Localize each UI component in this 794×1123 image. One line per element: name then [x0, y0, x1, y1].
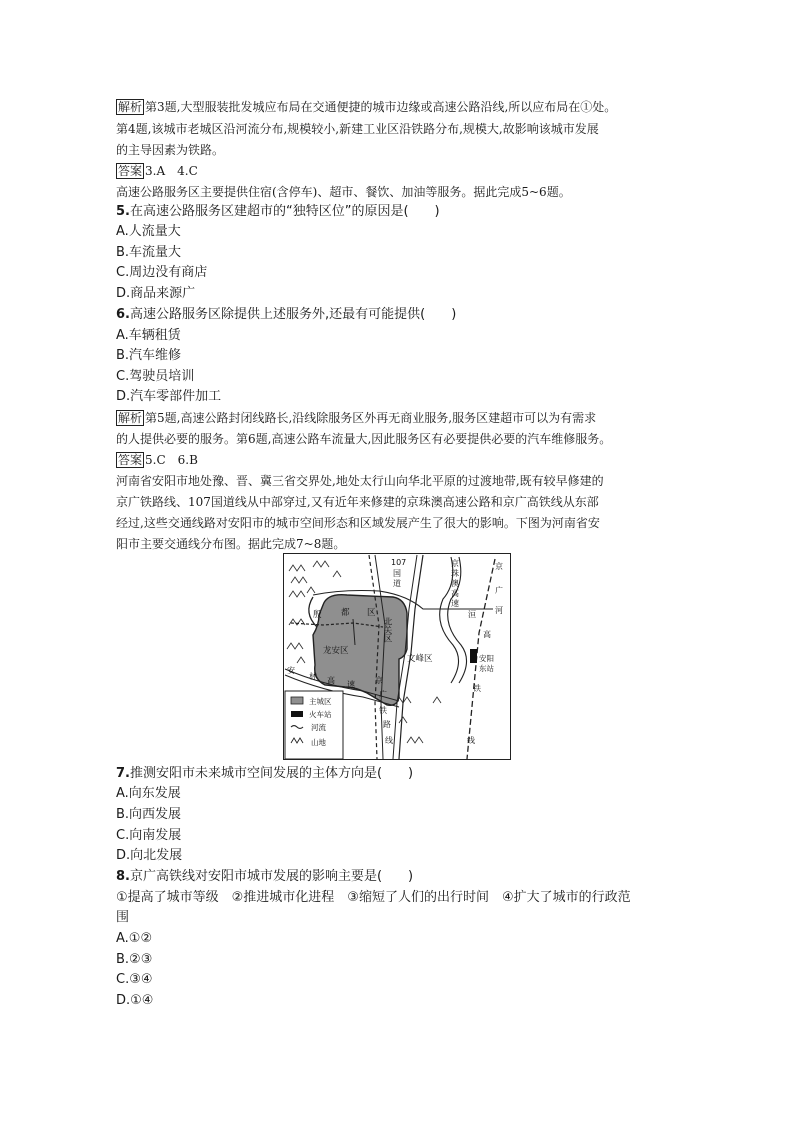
station-legend-swatch	[291, 711, 303, 717]
option-b[interactable]: B.②③	[116, 952, 153, 967]
map-label: 林	[309, 672, 317, 681]
option-b[interactable]: B.向西发展	[116, 807, 182, 822]
analysis-line	[116, 99, 616, 115]
analysis-line: 第4题,该城市老城区沿河流分布,规模较小,新建工业区沿铁路分布,规模大,故影响该城市发展	[116, 122, 599, 136]
map-label: 龙安区	[323, 646, 349, 656]
map-legend	[285, 691, 343, 759]
analysis-line: 的人提供必要的服务。第6题,高速公路车流量大,因此服务区有必要提供必要的汽车维修服务。	[116, 432, 612, 446]
map-label: 高	[327, 676, 335, 685]
question-stem: 高速公路服务区除提供上述服务外,还最有可能提供( )	[129, 307, 457, 322]
option-a[interactable]: A.①②	[116, 931, 153, 946]
map-label: 高	[483, 630, 491, 639]
map-label: 珠	[451, 569, 459, 578]
map-label: 文峰区	[407, 654, 433, 664]
question-6	[116, 307, 456, 323]
map-label: 铁	[379, 706, 387, 715]
map-label: 澳	[451, 579, 459, 588]
station-label: 安阳	[479, 654, 494, 663]
legend-label: 河流	[311, 723, 326, 732]
map-label: 路	[383, 720, 391, 729]
intro-text: 河南省安阳市地处豫、晋、冀三省交界处,地处太行山向华北平原的过渡地带,既有较早修建的	[116, 474, 604, 488]
intro-text: 阳市主要交通线分布图。据此完成7~8题。	[116, 537, 346, 551]
map-label: 区	[367, 608, 376, 618]
analysis-tag: 解析	[118, 411, 143, 425]
map-label: 高	[451, 589, 459, 598]
option-d[interactable]: D.向北发展	[116, 848, 183, 863]
map-label: 道	[393, 579, 401, 588]
question-number: 6.	[116, 307, 130, 322]
map-label: 殷	[313, 610, 322, 620]
map-label: 京	[375, 676, 383, 685]
train-station-icon	[470, 649, 477, 663]
urban-legend-swatch	[291, 697, 303, 704]
station-label: 东站	[479, 664, 494, 673]
question-number: 5.	[116, 204, 130, 219]
option-b[interactable]: B.车流量大	[116, 245, 182, 260]
map-label: 京	[451, 559, 459, 568]
map-label: 京	[495, 562, 503, 571]
map-label: 都	[341, 608, 350, 618]
answer-line	[116, 452, 198, 468]
analysis-tag: 解析	[118, 100, 143, 114]
map-label: 速	[451, 599, 459, 608]
analysis-line: 的主导因素为铁路。	[116, 143, 225, 157]
answer-tag: 答案	[118, 164, 143, 178]
map-label: 107	[391, 558, 407, 567]
analysis-text: 第3题,大型服装批发城应布局在交通便捷的城市边缘或高速公路沿线,所以应布局在①处。	[145, 100, 617, 114]
option-c[interactable]: C.驾驶员培训	[116, 369, 195, 384]
option-d[interactable]: D.①④	[116, 993, 154, 1008]
intro-text: 京广铁路线、107国道线从中部穿过,又有近年来修建的京珠澳高速公路和京广高铁线从东部	[116, 495, 599, 509]
analysis-line	[116, 410, 596, 426]
option-b[interactable]: B.汽车维修	[116, 348, 182, 363]
question-stem: 京广高铁线对安阳市城市发展的影响主要是( )	[129, 869, 414, 884]
question-number: 8.	[116, 869, 130, 884]
option-c[interactable]: C.周边没有商店	[116, 265, 208, 280]
legend-label: 火车站	[309, 710, 332, 719]
option-a[interactable]: A.向东发展	[116, 786, 181, 801]
answer-tag: 答案	[118, 453, 143, 467]
question-number: 7.	[116, 766, 130, 781]
legend-label: 山地	[311, 738, 326, 747]
map-label: 广	[379, 690, 387, 699]
option-d[interactable]: D.汽车零部件加工	[116, 389, 222, 404]
map-label: 铁	[473, 684, 481, 693]
anyang-transport-map	[283, 553, 511, 760]
answer-text: 5.C 6.B	[145, 453, 198, 467]
question-7	[116, 766, 413, 782]
map-label: 速	[347, 680, 355, 689]
intro-text: 高速公路服务区主要提供住宿(含停车)、超市、餐饮、加油等服务。据此完成5~6题。	[116, 185, 571, 199]
option-a[interactable]: A.车辆租赁	[116, 328, 181, 343]
option-c[interactable]: C.向南发展	[116, 828, 182, 843]
answer-line	[116, 163, 198, 179]
map-label: 河	[495, 606, 503, 615]
intro-text: 经过,这些交通线路对安阳市的城市空间形态和区域发展产生了很大的影响。下图为河南省安	[116, 516, 600, 530]
answer-text: 3.A 4.C	[145, 164, 198, 178]
map-label: 洹	[468, 610, 476, 619]
legend-label: 主城区	[309, 697, 332, 706]
question-8	[116, 869, 413, 885]
option-d[interactable]: D.商品来源广	[116, 286, 196, 301]
option-c[interactable]: C.③④	[116, 972, 153, 987]
map-label: 北关区	[382, 617, 392, 643]
map-label: 安	[287, 666, 295, 675]
question-stem: 推测安阳市未来城市空间发展的主体方向是( )	[129, 766, 414, 781]
map-label: 线	[467, 736, 475, 745]
question-stem: 在高速公路服务区建超市的“独特区位”的原因是( )	[129, 204, 440, 219]
choice-list-cont: 围	[116, 910, 130, 925]
map-label: 广	[495, 586, 503, 595]
question-5	[116, 204, 440, 220]
analysis-text: 第5题,高速公路封闭线路长,沿线除服务区外再无商业服务,服务区建超市可以为有需求	[145, 411, 597, 425]
choice-list: ①提高了城市等级 ②推进城市化进程 ③缩短了人们的出行时间 ④扩大了城市的行政范	[116, 890, 631, 905]
map-label: 国	[393, 569, 401, 578]
option-a[interactable]: A.人流量大	[116, 224, 181, 239]
map-label: 线	[385, 736, 393, 745]
